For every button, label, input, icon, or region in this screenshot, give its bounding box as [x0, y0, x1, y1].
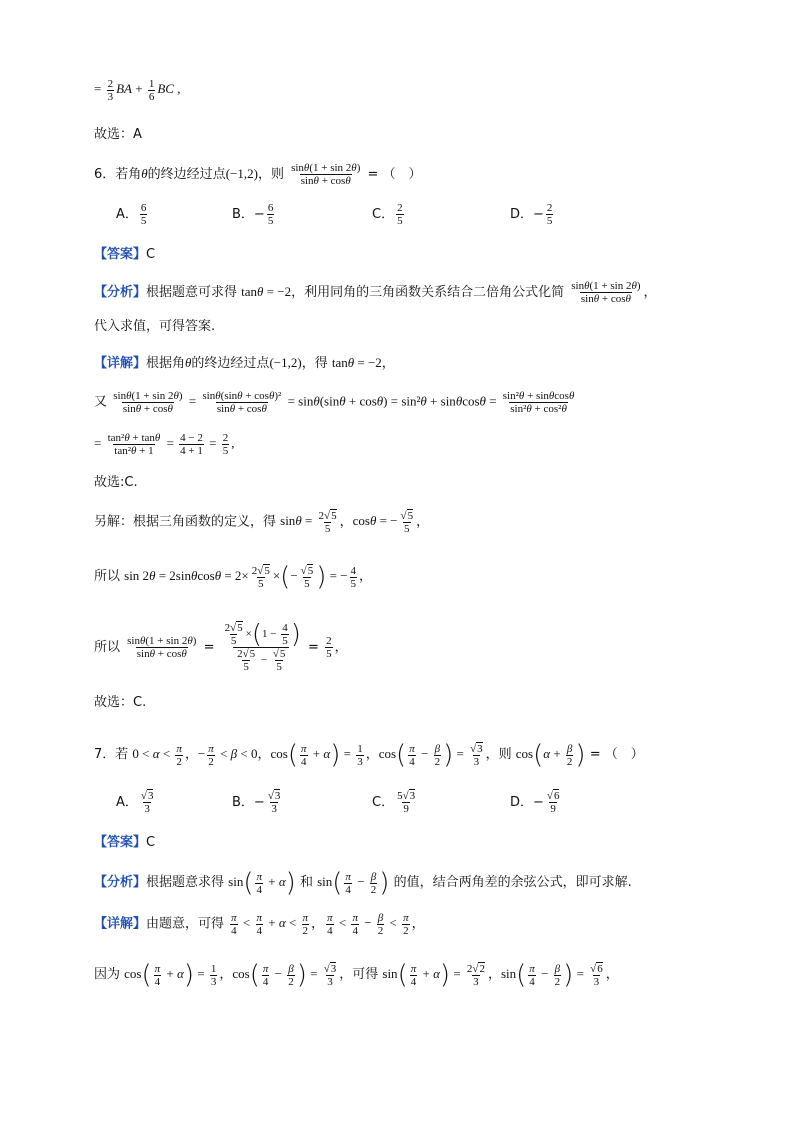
- q6-alt-3: 所以 $\frac{\sin\theta(1 + \sin 2\theta)}{\sin\theta + \cos\theta}$ = $\frac{2√5}{5}$ ×(1 − $\frac{4}{5}$ ) $\frac{2√5}{5}$ − $\frac{√5}{5}$ = $\frac{2}{5}$ ，: [94, 619, 348, 673]
- q6-select-2: 故选：C.: [94, 695, 147, 710]
- vector-expression-text: = $\frac{2}{3}$ BA + $\frac{1}{6}$ BC ,: [94, 78, 181, 103]
- q6-analysis-2: 代入求值，可得答案.: [94, 319, 216, 334]
- q6-select: 故选:C.: [94, 475, 138, 490]
- q7-step-1: 因为 cos( $\frac{\pi}{4}$ + α) = $\frac{1}{3}$ ，cos( $\frac{\pi}{4}$ − $\frac{\beta}{2}$ ) = $\frac{√3}{3}$ ，可得 sin( $\frac{\pi}{4}$ + α) = $\frac{2√2}{3}$ ，sin( $\frac{\pi}{4}$ − $\frac{\beta}{2}$ ) = $\frac{√6}{3}$ ，: [94, 960, 619, 990]
- question-7-stem: 7．若 0 < α < $\frac{\pi}{2}$ ，− $\frac{\pi}{2}$ < β < 0，cos( $\frac{\pi}{4}$ + α) = $\frac{1}{3}$ ，cos( $\frac{\pi}{4}$ − $\frac{\beta}{2}$ ) = $\frac{√3}{3}$ ，则 cos(α + $\frac{\beta}{2}$ ) = （ ）: [94, 740, 644, 770]
- q6-alt-1: 另解：根据三角函数的定义，得 sinθ = $\frac{2√5}{5}$ ，cosθ = − $\frac{√5}{5}$ ，: [94, 510, 430, 535]
- q6-alt-2: 所以 sin 2θ = 2sinθcosθ = 2× $\frac{2√5}{5}$ ×(− $\frac{√5}{5}$ ) = − $\frac{4}{5}$ ，: [94, 562, 373, 592]
- vector-expression-line: [94, 78, 180, 103]
- q6-step-1: 又 $\frac{\sin\theta(1 + \sin 2\theta)}{\sin\theta + \cos\theta}$ = $\frac{\text{sinθ(sinθ + cosθ)²}}{\sin\theta + \cos\theta}$ = sinθ(sinθ + cosθ) = sin²θ + sinθcosθ = $\frac{\text{sin²θ + sinθcosθ}}{\text{sin²θ + cos²θ}}$: [94, 390, 575, 415]
- q6-option-a: A． $\frac{6}{5}$: [116, 202, 147, 227]
- q6-detail: 【详解】根据角θ的终边经过点(−1,2)，得 tanθ = −2，: [94, 355, 395, 371]
- select-answer-a: 故选：A: [94, 127, 142, 142]
- question-6-stem: 6．若角θ的终边经过点(−1,2)，则 $\frac{\sin\theta(1 + \sin 2\theta)}{\sin\theta + \cos\theta}$ = （ ）: [94, 162, 422, 187]
- q6-option-d: D．− $\frac{2}{5}$: [510, 202, 553, 227]
- q7-answer: 【答案】C: [94, 835, 156, 850]
- q6-option-b: B．− $\frac{6}{5}$: [232, 202, 274, 227]
- q6-answer: 【答案】C: [94, 247, 156, 262]
- q7-option-d: D．− $\frac{√6}{9}$: [510, 790, 560, 815]
- q7-option-b: B．− $\frac{√3}{3}$: [232, 790, 281, 815]
- q7-analysis: 【分析】根据题意求得 sin( $\frac{\pi}{4}$ + α) 和 sin( $\frac{\pi}{4}$ − $\frac{\beta}{2}$ ) 的值，结合两角差的余弦公式，即可求解.: [94, 868, 632, 898]
- q7-option-a: A． $\frac{√3}{3}$: [116, 790, 154, 815]
- q6-analysis: 【分析】根据题意可求得 tanθ = −2，利用同角的三角函数关系结合二倍角公式化简 $\frac{\sin\theta(1 + \sin 2\theta)}{\sin\theta + \cos\theta}$ ，: [94, 280, 657, 305]
- q6-option-c: C． $\frac{2}{5}$: [372, 202, 403, 227]
- q7-detail: 【详解】由题意，可得 $\frac{\pi}{4}$ < $\frac{\pi}{4}$ + α < $\frac{\pi}{2}$ ， $\frac{\pi}{4}$ < $\frac{\pi}{4}$ − $\frac{\beta}{2}$ < $\frac{\pi}{2}$ ，: [94, 912, 425, 937]
- q7-option-c: C． $\frac{5√3}{9}$: [372, 790, 416, 815]
- q6-step-2: = $\frac{\text{tan²θ + tanθ}}{\text{tan²θ + 1}}$ = $\frac{4 - 2}{4 + 1}$ = $\frac{2}{5}$ ,: [94, 432, 235, 457]
